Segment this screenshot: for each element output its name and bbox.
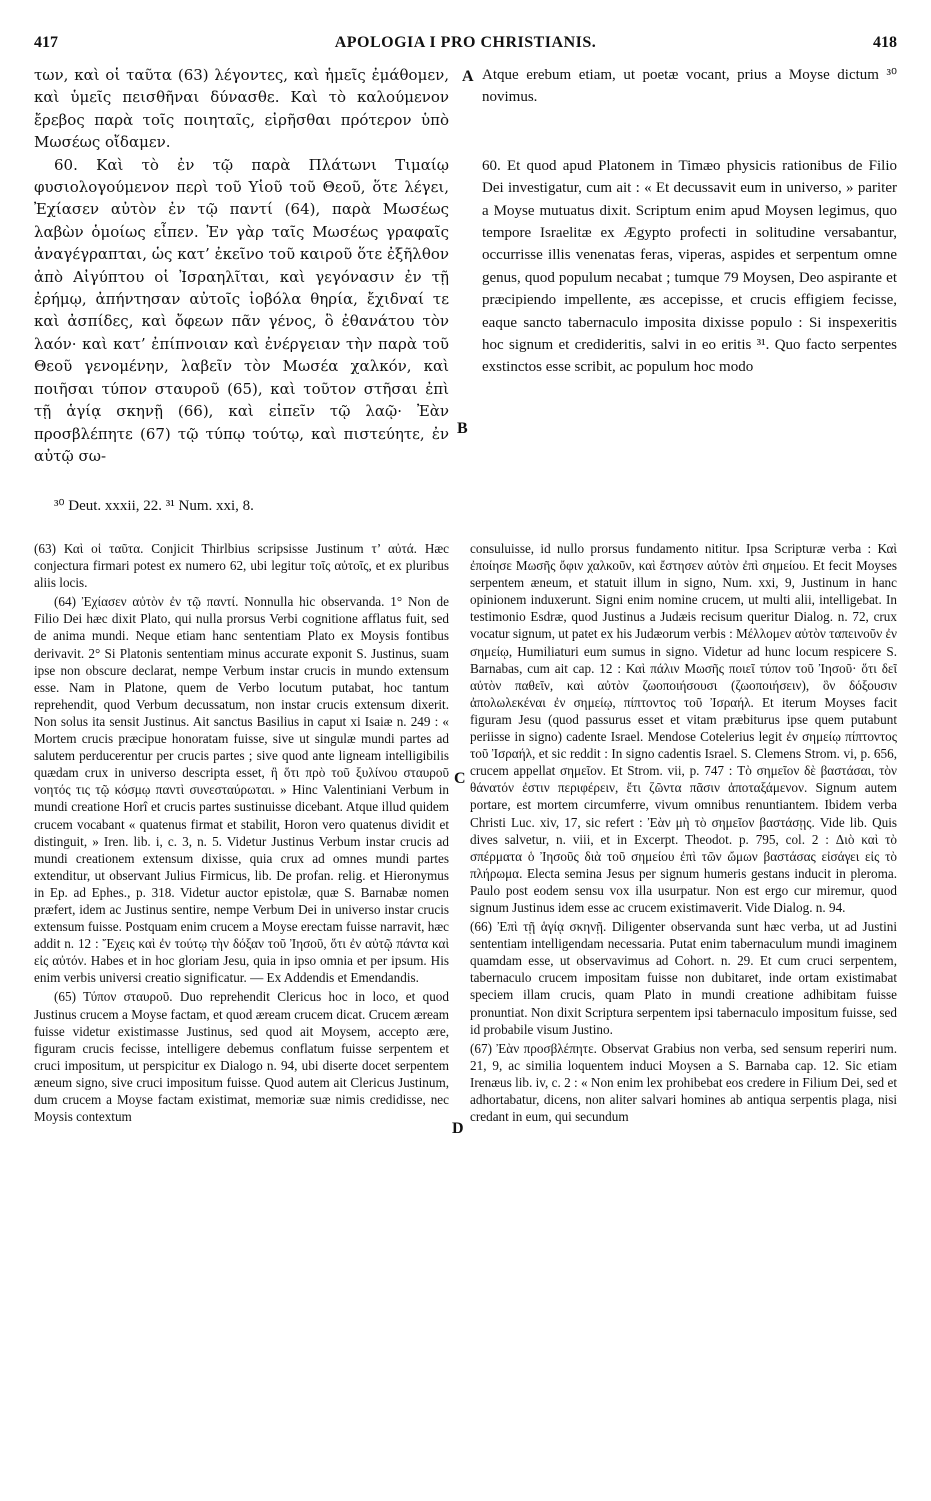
note-64: (64) Ἐχίασεν αὐτὸν ἐν τῷ παντί. Nonnulla hic observanda. 1° Non de Filio Dei hæc dixit Plato, qui nulla prorsus Verbi cognitione afflatus fuit, sed de anima mundi. Neque etiam hanc sententiam Plato ex Moysis fontibus derivavit. 2° Si Platonis sententiam minus accurate exponit S. Justinus, suam ipse non obscure declarat, nempe Verbum instar crucis in mundo extensum esse. Nam in Platone, quem de Verbo locutum putabat, hoc tantum reprehendit, quod Verbum decussatum, non instar crucis extensum dixerit. Non solus ita sensit Justinus. Ait sanctus Basilius in caput xi Isaiæ n. 249 : « Mortem crucis præcipue honoratam fuisse, sive ut singulæ mundi partes ad salutem perducerentur per crucis partes ; sive quod ante ligneam intelligibilis quædam crux in universo descripta esset, ἢ ὅτι πρὸ τοῦ ξυλίνου σταυροῦ νοητός τις τῷ κόσμῳ παντὶ συνεσταύρωται. » Hinc Valentiniani Verbum in mundi creatione Horî et crucis partes sustinuisse dicebant. Atque illud quidem crucem vocabant « quatenus firmat et stabilit, Horon vero quatenus dividit et distinguit, » Iren. lib. i, c. 3, n. 5. Videtur Justinus Verbum instar crucis ad mundi creationem extensum dixisse, quia crux ad omnes mundi partes extenditur, ut observant Julius Firmicus, lib. De profan. relig. et Hieronymus in Ep. ad Ephes., p. 318. Videtur auctor epistolæ, quæ S. Barnabæ nomen præfert, idem ac Justinus sentire, nempe Verbum Dei in universo instar crucis extensum fuisse. Postquam enim crucem a Moyse erectam fuisse narravit, hæc addit n. 12 : Ἔχεις καὶ ἐν τούτῳ τὴν δόξαν τοῦ Ἰησοῦ, ὅτι ἐν αὐτῷ πάντα καὶ εἰς αὐτόν. Habes et in hoc gloriam Jesu, quia in ipso omnia et per ipsum. His enim verbis universi creatio significatur. — Ex Addendis et Emendandis. <box>34 594 449 986</box>
note-continuation: consuluisse, id nullo prorsus fundamento nititur. Ipsa Scripturæ verba : Καὶ ἐποίησε Μωσῆς ὄφιν χαλκοῦν, καὶ ἔστησεν αὐτὸν ἐπὶ σημείου. Et fecit Moyses serpentem æneum, et statuit illum in signo, Num. xxi, 9, Justinum in hanc opinionem induxerunt. Signi enim nomine crucem, ut multi alii, intelligebat. In testimonio Esdræ, quod Justinus a Judæis recisum queritur Dialog. n. 72, crux vocatur signum, ut patet ex his Judæorum verbis : Μέλλομεν αὐτὸν ταπεινοῦν ἐν σημείῳ, Humiliaturi eum sumus in signo. Videtur ad hunc locum respicere S. Barnabas, cum ait cap. 12 : Καὶ πάλιν Μωσῆς ποιεῖ τύπον τοῦ Ἰησοῦ· ὅτι δεῖ αὐτὸν παθεῖν, καὶ αὐτὸν ζωοποιήσουσι (ζωοποιήσειν), ὃν δόξουσιν ἀπολωλεκέναι ἐν σημείῳ, πίπτοντος τοῦ Ἰσραήλ. Et iterum Moyses facit figuram Jesu (quod passurus esset et vitam præbiturus ipse quem putabunt periisse in signo) cadente Israel. Mendose Cotelerius legit ἐν σημείῳ πίπτοντος τοῦ Ἰσραήλ, et sic reddit : In signo cadentis Israel. S. Clemens Strom. vi, p. 656, crucem appellat σημεῖον. Et Strom. vii, p. 747 : Τὸ σημεῖον δὲ βαστάσαι, τὸν θάνατόν ἐστιν περιφέρειν, ἔτι ζῶντα πᾶσιν ἀποταξάμενον. Signum autem portare, est mortem circumferre, vivum omnibus renuntiantem. Ibidem verba Christi Luc. xiv, 17, sic refert : Ἐὰν μὴ τὸ σημεῖον βαστάσῃς. Vide lib. Quis dives salvetur, n. viii, et in Excerpt. Theodot. p. 795, col. 2 : Διὸ καὶ τὸ σπέρματα ὁ Ἰησοῦς διὰ τοῦ σημείου ἐπὶ τῶν ὤμων βαστάσας εἰσάγει εἰς τὸ πλήρωμα. Electa semina Jesus per signum humeris gestans inducit in pleroma. Paulo post eodem sensu vox illa usurpatur. Non est ergo cur miremur, quod signum Justinus idem esse ac crucem existimaverit. Vide Dialog. n. 94. <box>470 541 897 915</box>
note-67: (67) Ἐὰν προσβλέπητε. Observat Grabius non verba, sed sensum reperiri num. 21, 9, ac similia loquentem induci Moysen a S. Barnaba cap. 12. Sic etiam Irenæus lib. iv, c. 2 : « Non enim lex prohibebat eos credere in Filium Dei, sed et adhortabatur, dicens, non aliter salvari homines ab antiqua serpentis plaga, nisi credant in eum, qui secundum <box>470 1040 897 1125</box>
page-number-left: 417 <box>34 34 58 51</box>
notes-right-column <box>470 540 897 1485</box>
note-65: (65) Τύπον σταυροῦ. Duo reprehendit Clericus hoc in loco, et quod Justinus crucem a Moyse factam, et quod æream crucem dicat. Crucem æream fuisse videtur existimasse Justinus, sed quod ait Moysem, accepto ære, figuram crucis fecisse, intelligere debemus conflatum fuisse serpentem et cruci impositum, ut perspicitur ex Dialogo n. 94, ubi diserte docet serpentem æneum signo, sive cruci impositum fuisse. Quod autem ait Clericus Justinum, dum crucem a Moyse factam existimat, memoriæ suæ nimis credidisse, nec Moysis contextum <box>34 989 449 1125</box>
scripture-footnotes: ³⁰ Deut. xxxii, 22. ³¹ Num. xxi, 8. <box>54 498 254 514</box>
margin-letter-d: D <box>452 1120 464 1137</box>
running-title: APOLOGIA I PRO CHRISTIANIS. <box>334 34 597 51</box>
page-number-right: 418 <box>873 34 897 51</box>
margin-letter-c: C <box>454 770 466 787</box>
margin-letter-a: A <box>462 68 474 85</box>
notes-left-column <box>34 540 449 1485</box>
margin-letter-b: B <box>457 420 468 437</box>
greek-text-column <box>34 64 449 482</box>
note-66: (66) Ἐπὶ τῇ ἁγίᾳ σκηνῇ. Diligenter observanda sunt hæc verba, ut ad Justini sententiam intelligendam necessaria. Putat enim tabernaculum mundi imaginem quamdam esse, ut observavimus ad Cohort. n. 29. Et cum cruci serpentem, tabernaculo crucem impositam fuisse non dubitaret, inde ortam existimabat speciem illam crucis, quam Plato in mundi creatione adhibitam fuisse pronuntiat. Non dixit Scriptura serpentem ipsi tabernaculo impositum fuisse, sed id probabile visum Justino. <box>470 919 897 1037</box>
page-header <box>34 34 897 58</box>
greek-paragraph: των, καὶ οἱ ταῦτα (63) λέγοντες, καὶ ἡμεῖς ἐμάθομεν, καὶ ὑμεῖς πεισθῆναι δύνασθε. Καὶ τὸ καλούμενον ἔρεβος παρὰ τοῖς ποιηταῖς, εἰρῆσθαι πρότερον ὑπὸ Μωσέως οἴδαμεν. <box>34 66 449 152</box>
latin-paragraph: 60. Et quod apud Platonem in Timæo physicis rationibus de Filio Dei investigatur, cum ait : « Et decussavit eum in universo, » pariter a Moyse mutuatus dixit. Scriptum enim apud Moysen legimus, quo tempore Israelitæ ex Ægypto profecti in solitudine versabantur, occurrisse illis venenatas feras, viperas, aspides et serpentum omne genus, quod populum necabat ; tumque 79 Moysen, Deo aspirante et præcipiendo impellente, æs accepisse, et crucis effigiem fecisse, eaque sancto tabernaculo imposita dixisse populo : Si inspexeritis hoc signum et credideritis, salvi in eo eritis ³¹. Quo facto serpentes exstinctos esse scribit, ac populum hoc modo <box>482 157 897 376</box>
latin-text-column <box>482 64 897 482</box>
note-63: (63) Καὶ οἱ ταῦτα. Conjicit Thirlbius scripsisse Justinum τ’ αὐτά. Hæc conjectura firmari potest ex numero 62, ubi legitur τοῖς αὐτοῖς, et ex pluribus aliis locis. <box>34 541 449 591</box>
greek-paragraph: 60. Καὶ τὸ ἐν τῷ παρὰ Πλάτωνι Τιμαίῳ φυσιολογούμενον περὶ τοῦ Υἱοῦ τοῦ Θεοῦ, ὅτε λέγει, Ἐχίασεν αὐτὸν ἐν τῷ παντί (64), παρὰ Μωσέως λαβὼν ὁμοίως εἶπεν. Ἐν γὰρ ταῖς Μωσέως γραφαῖς ἀναγέγραπται, ὡς κατ’ ἐκεῖνο τοῦ καιροῦ ὅτε ἐξῆλθον ἀπὸ Αἰγύπτου οἱ Ἰσραηλῖται, καὶ γεγόνασιν ἐν τῇ ἐρήμῳ, ἀπήντησαν αὐτοῖς ἰοβόλα θηρία, ἔχιδναί τε καὶ ἀσπίδες, καὶ ὄφεων πᾶν γένος, ὃ ἐθανάτου τὸν λαόν· καὶ κατ’ ἐπίπνοιαν καὶ ἐνέργειαν τὴν παρὰ τοῦ Θεοῦ γενομένην, λαβεῖν τὸν Μωσέα χαλκόν, καὶ ποιῆσαι τύπον σταυροῦ (65), καὶ τοῦτον στῆσαι ἐπὶ τῇ ἁγίᾳ σκηνῇ (66), καὶ εἰπεῖν τῷ λαῷ· Ἐὰν προσβλέπητε (67) τῷ τύπῳ τούτῳ, καὶ πιστεύητε, ἐν αὐτῷ σω- <box>34 155 449 465</box>
latin-paragraph: Atque erebum etiam, ut poetæ vocant, prius a Moyse dictum ³⁰ novimus. <box>482 67 897 106</box>
